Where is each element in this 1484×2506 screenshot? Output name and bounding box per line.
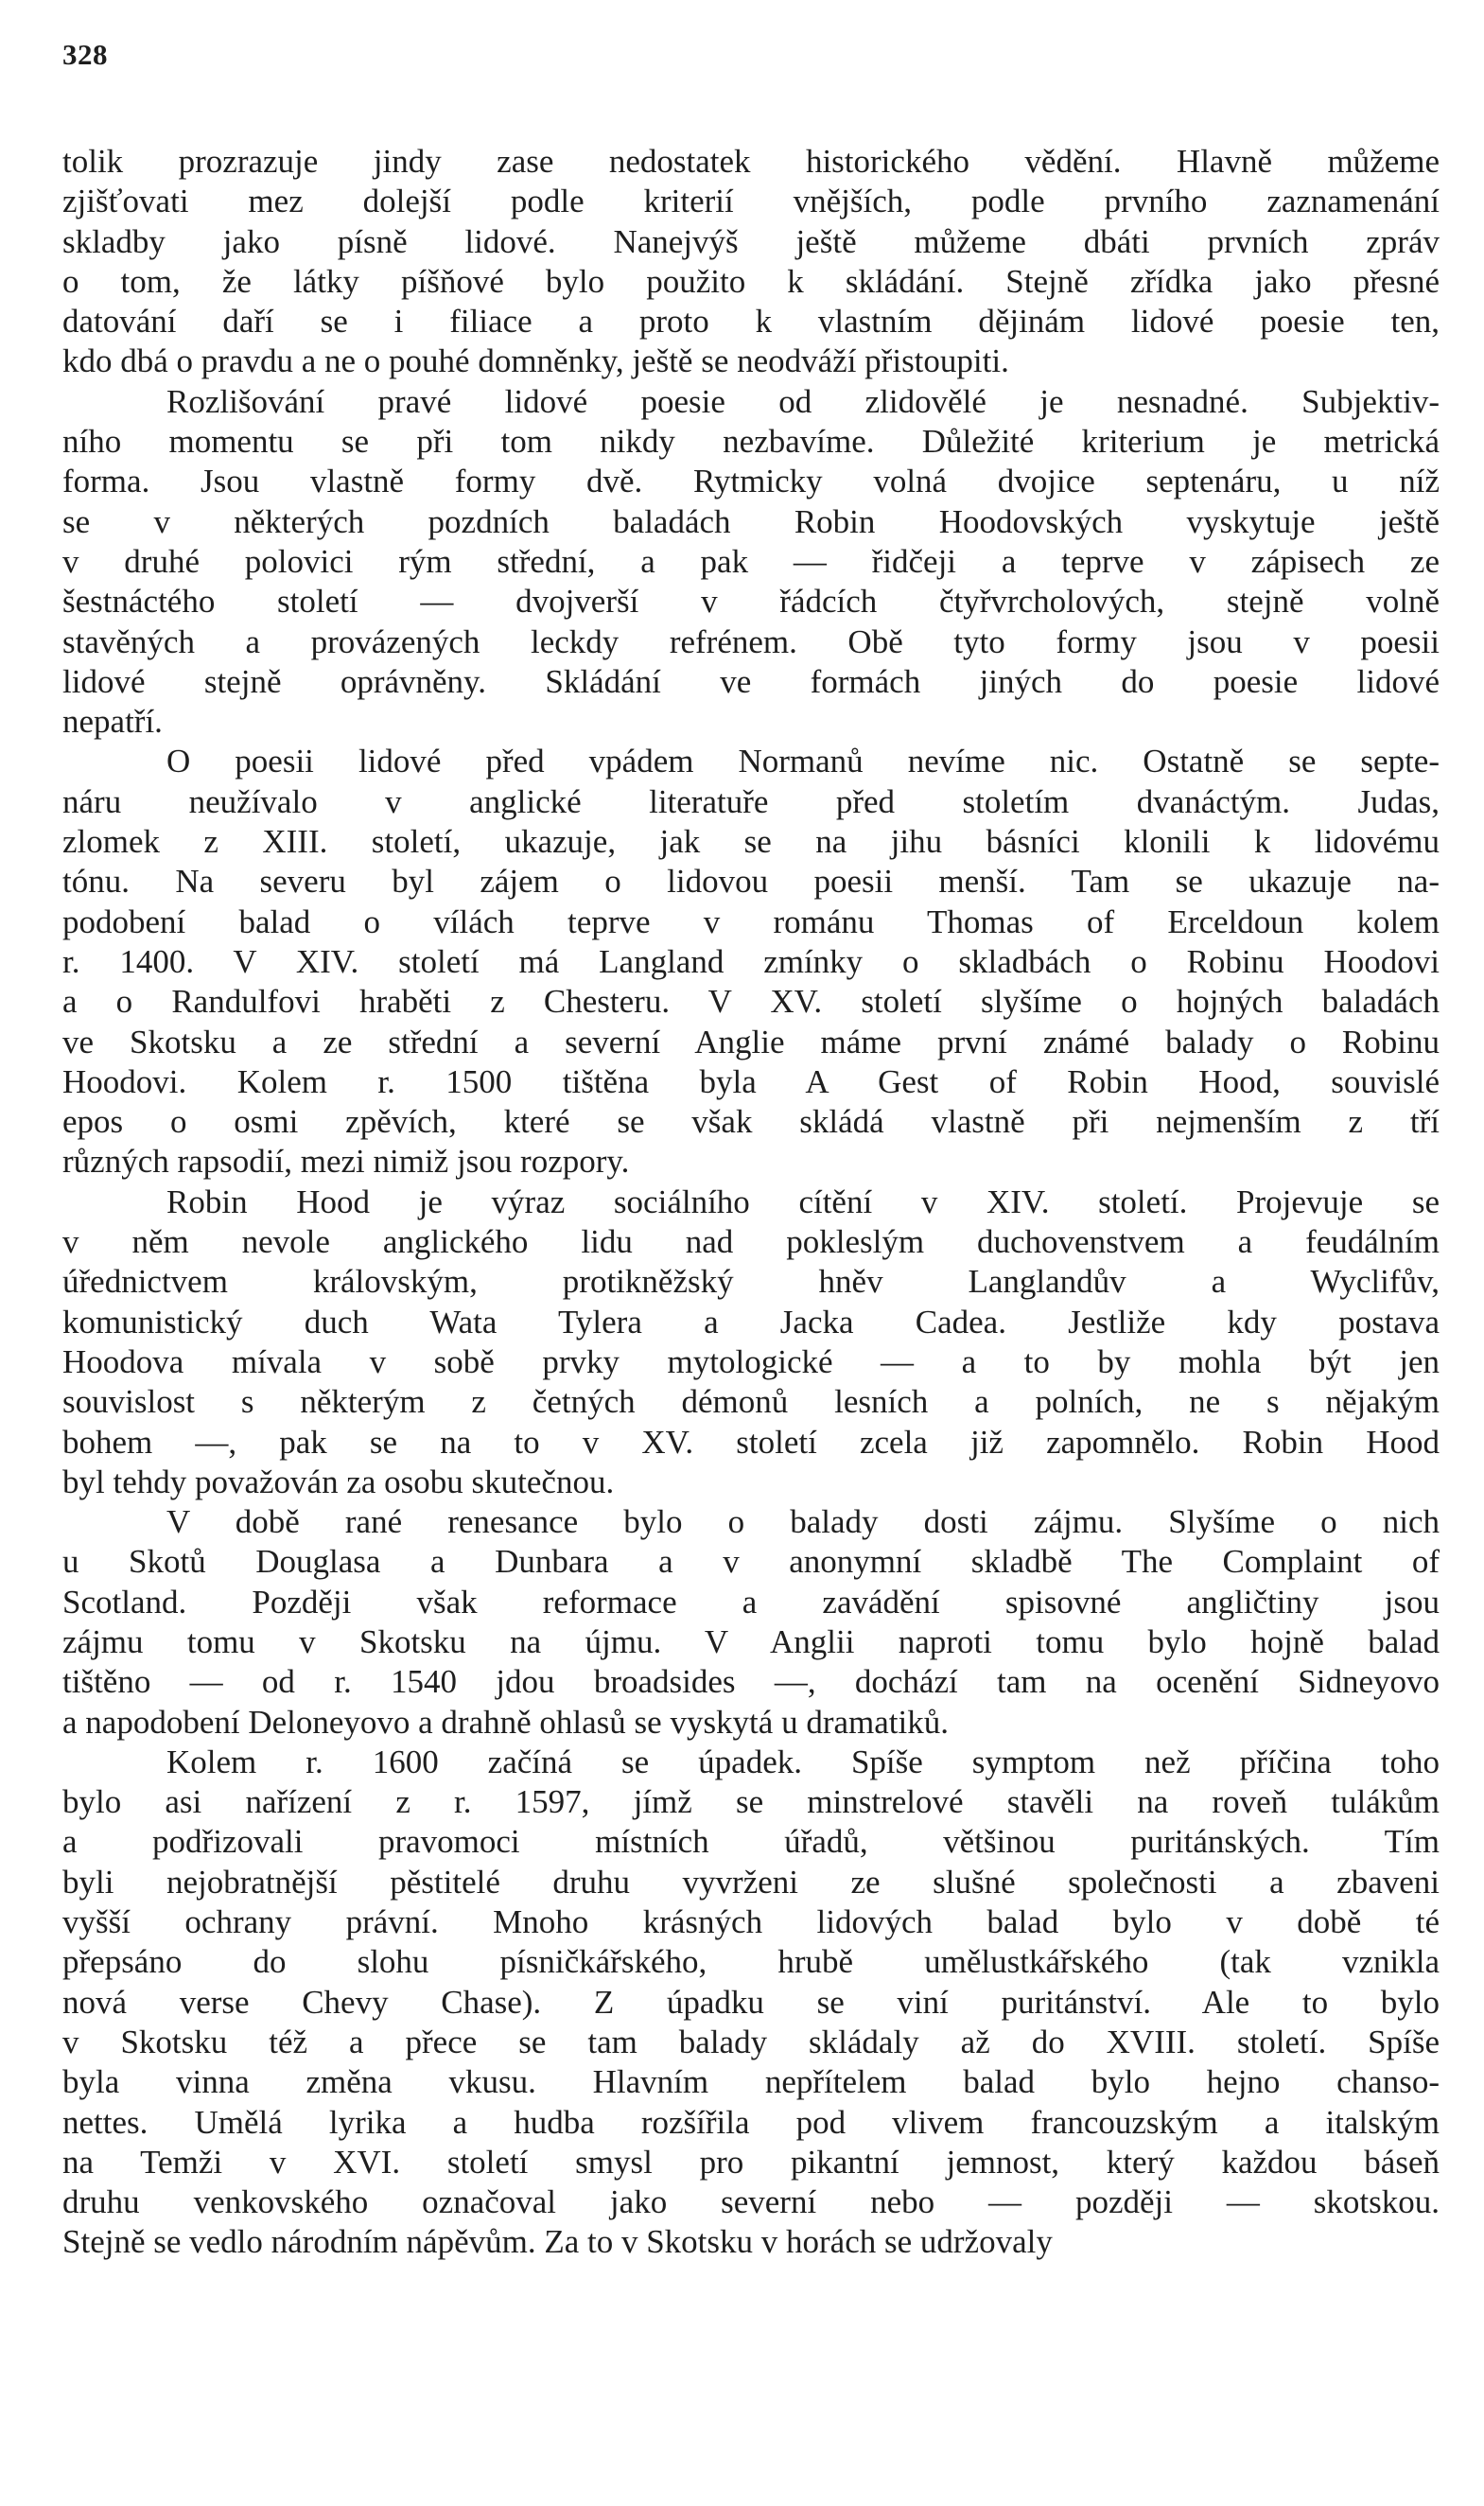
text-line: nettes. Umělá lyrika a hudba rozšířila pod vlivem francouzským a italským [62, 2103, 1440, 2141]
text-line: epos o osmi zpěvích, které se však skládá vlastně při nejmenším z tří [62, 1103, 1440, 1141]
text-line: zlomek z XIII. století, ukazuje, jak se na jihu básníci klonili k lidovému [62, 823, 1440, 861]
text-line: tónu. Na severu byl zájem o lidovou poesii menší. Tam se ukazuje na- [62, 863, 1440, 901]
text-line: byla vinna změna vkusu. Hlavním nepřítelem balad bylo hejno chanso- [62, 2063, 1440, 2101]
text-line: a napodobení Deloneyovo a drahně ohlasů se vyskytá u dramatiků. [62, 1703, 949, 1741]
text-line: úřednictvem královským, protikněžský hněv Langlandův a Wyclifův, [62, 1263, 1440, 1301]
paragraph [62, 1743, 1440, 2263]
text-line: o tom, že látky píšňové bylo použito k skládání. Stejně zřídka jako přesné [62, 262, 1440, 300]
text-line: skladby jako písně lidové. Nanejvýš ještě můžeme dbáti prvních zpráv [62, 222, 1440, 260]
text-line: byli nejobratnější pěstitelé druhu vyvrženi ze slušné společnosti a zbaveni [62, 1863, 1440, 1901]
text-line: V době rané renesance bylo o balady dosti zájmu. Slyšíme o nich [166, 1503, 1440, 1541]
paragraph [62, 1502, 1440, 1743]
paragraph [62, 742, 1440, 1182]
text-line: souvislost s některým z četných démonů lesních a polních, ne s nějakým [62, 1383, 1440, 1421]
text-line: tištěno — od r. 1540 jdou broadsides —, dochází tam na ocenění Sidneyovo [62, 1663, 1440, 1701]
text-line: nepatří. [62, 703, 163, 741]
text-line: lidové stejně oprávněny. Skládání ve formách jiných do poesie lidové [62, 662, 1440, 700]
text-line: ve Skotsku a ze střední a severní Anglie máme první známé balady o Robinu [62, 1023, 1440, 1060]
text-line: byl tehdy považován za osobu skutečnou. [62, 1463, 615, 1500]
text-line: Rozlišování pravé lidové poesie od zlidovělé je nesnadné. Subjektiv- [166, 382, 1440, 420]
text-line: Kolem r. 1600 začíná se úpadek. Spíše symptom než příčina toho [166, 1743, 1440, 1780]
text-line: r. 1400. V XIV. století má Langland zmínky o skladbách o Robinu Hoodovi [62, 942, 1440, 980]
text-line: a o Randulfovi hraběti z Chesteru. V XV. století slyšíme o hojných baladách [62, 983, 1440, 1021]
body-text [62, 142, 1440, 2263]
text-line: Stejně se vedlo národním nápěvům. Za to v Skotsku v horách se udržovaly [62, 2223, 1053, 2261]
paragraph [62, 382, 1440, 743]
text-line: přepsáno do slohu písničkářského, hrubě umělustkářského (tak vznikla [62, 1943, 1440, 1981]
text-line: O poesii lidové před vpádem Normanů nevíme nic. Ostatně se septe- [166, 743, 1440, 780]
text-line: Hoodovi. Kolem r. 1500 tištěna byla A Gest of Robin Hood, souvislé [62, 1062, 1440, 1100]
text-line: ního momentu se při tom nikdy nezbavíme. Důležité kriterium je metrická [62, 423, 1440, 461]
text-line: druhu venkovského označoval jako severní nebo — později — skotskou. [62, 2183, 1440, 2221]
text-line: Scotland. Později však reformace a zavádění spisovné angličtiny jsou [62, 1583, 1440, 1621]
paragraph [62, 142, 1440, 382]
text-line: forma. Jsou vlastně formy dvě. Rytmicky volná dvojice septenáru, u níž [62, 463, 1440, 500]
page-number: 328 [62, 38, 108, 71]
text-line: vyšší ochrany právní. Mnoho krásných lidových balad bylo v době té [62, 1903, 1440, 1941]
text-line: bohem —, pak se na to v XV. století zcela již zapomnělo. Robin Hood [62, 1423, 1440, 1461]
text-line: různých rapsodií, mezi nimiž jsou rozpory. [62, 1143, 630, 1181]
text-line: a podřizovali pravomoci místních úřadů, většinou puritánských. Tím [62, 1823, 1440, 1861]
text-line: Robin Hood je výraz sociálního cítění v XIV. století. Projevuje se [166, 1183, 1440, 1220]
text-line: podobení balad o vílách teprve v románu Thomas of Erceldoun kolem [62, 903, 1440, 940]
text-line: zájmu tomu v Skotsku na újmu. V Anglii naproti tomu bylo hojně balad [62, 1622, 1440, 1660]
paragraph [62, 1183, 1440, 1502]
text-line: u Skotů Douglasa a Dunbara a v anonymní skladbě The Complaint of [62, 1543, 1440, 1581]
text-line: na Temži v XVI. století smysl pro pikantní jemnost, který každou báseň [62, 2143, 1440, 2181]
text-line: Hoodova mívala v sobě prvky mytologické — a to by mohla být jen [62, 1342, 1440, 1380]
text-line: komunistický duch Wata Tylera a Jacka Cadea. Jestliže kdy postava [62, 1303, 1440, 1341]
text-line: náru neužívalo v anglické literatuře před stoletím dvanáctým. Judas, [62, 782, 1440, 820]
text-line: kdo dbá o pravdu a ne o pouhé domněnky, ještě se neodváží přistoupiti. [62, 342, 1009, 380]
text-line: stavěných a provázených leckdy refrénem. Obě tyto formy jsou v poesii [62, 622, 1440, 660]
text-line: v druhé polovici rým střední, a pak — řidčeji a teprve v zápisech ze [62, 542, 1440, 580]
text-line: nová verse Chevy Chase). Z úpadku se viní puritánství. Ale to bylo [62, 1983, 1440, 2021]
text-line: šestnáctého století — dvojverší v řádcích čtyřvrcholových, stejně volně [62, 583, 1440, 621]
text-line: bylo asi nařízení z r. 1597, jímž se minstrelové stavěli na roveň tulákům [62, 1783, 1440, 1821]
text-line: zjišťovati mez dolejší podle kriterií vnějších, podle prvního zaznamenání [62, 183, 1440, 220]
text-line: datování daří se i filiace a proto k vlastním dějinám lidové poesie ten, [62, 303, 1440, 341]
text-line: v něm nevole anglického lidu nad pokleslým duchovenstvem a feudálním [62, 1223, 1440, 1261]
text-line: v Skotsku též a přece se tam balady skládaly až do XVIII. století. Spíše [62, 2023, 1440, 2060]
text-line: tolik prozrazuje jindy zase nedostatek historického vědění. Hlavně můžeme [62, 143, 1440, 180]
text-line: se v některých pozdních baladách Robin Hoodovských vyskytuje ještě [62, 502, 1440, 540]
